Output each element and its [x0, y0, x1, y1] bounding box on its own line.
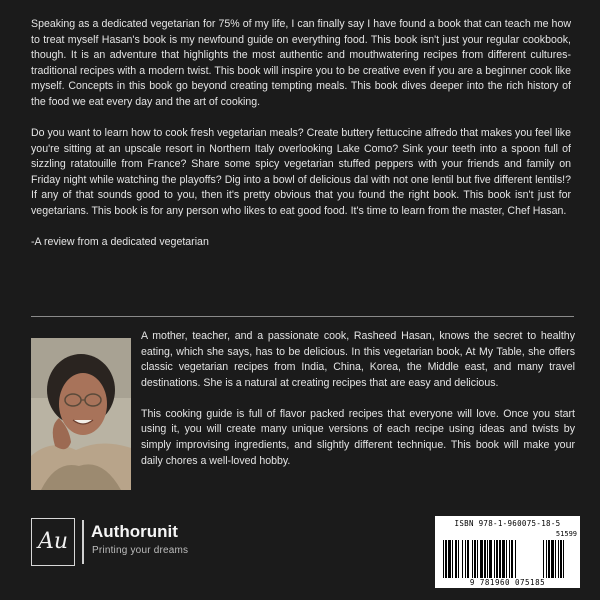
author-portrait-image	[31, 338, 131, 490]
section-divider	[31, 316, 574, 317]
bio-paragraph-2: This cooking guide is full of flavor packed recipes that everyone will love. Once you start using it, you will create many unique versions of each recipe using ideas and twists by simply improvising ingredients, and slightly different technique. This book will make your daily chores a well-loved hobby.	[141, 407, 575, 467]
review-paragraph-1: Speaking as a dedicated vegetarian for 75% of my life, I can finally say I have found a book that can teach me how to treat myself Hasan's book is my newfound guide on everything food. This book isn't just your regular cookbook, though. It is an adventure that highlights the most authentic and mouthwatering recipes from different cultures-traditional recipes with a modern twist. This book will inspire you to be creative even if you are a beginner cook like myself. Concepts in this book go beyond creating tempting meals. This book dives deeper into the rich history of the food we eat every day and the art of cooking.	[31, 18, 571, 108]
review-paragraph-2: Do you want to learn how to cook fresh vegetarian meals? Create buttery fettuccine alfredo that makes you feel like you're sitting at an upscale resort in Northern Italy overlooking Lake Como? Sink your teeth into a spoon full of sizzling ratatouille from France? Share some spicy vegetarian stuffed peppers with your friends and family on Friday night while watching the playoffs? Dig into a bowl of delicious dal with not one lentil but five different lentils!? If any of that sounds good to you, then it's pretty obvious that you found the right book. This book isn't just for vegetarians. This book is for any person who likes to eat good food. It's time to learn from the master, Chef Hasan.	[31, 127, 571, 218]
review-signature: -A review from a dedicated vegetarian	[31, 236, 209, 249]
bio-paragraph-1: A mother, teacher, and a passionate cook, Rasheed Hasan, knows the secret to healthy eating, which she says, has to be delicious. In this vegetarian book, At My Table, she offers classic vegetarian recipes from India, China, Korea, the Middle east, and many travel destinations. She is a natural at creating recipes that are easy and delicious.	[141, 330, 575, 389]
review-section	[31, 17, 571, 251]
isbn-text: ISBN 978-1-960075-18-5	[454, 519, 561, 528]
author-bio	[141, 329, 575, 485]
logo-divider	[82, 520, 84, 564]
publisher-mark: Au	[31, 518, 75, 566]
publisher-tagline: Printing your dreams	[92, 545, 189, 556]
publisher-name: Authorunit	[91, 522, 178, 541]
author-photo	[31, 338, 131, 490]
price-code: 51599	[555, 530, 577, 538]
publisher-logo	[31, 518, 251, 568]
barcode-block	[435, 516, 580, 588]
barcode-digits: 9 781960 075185	[469, 578, 546, 587]
